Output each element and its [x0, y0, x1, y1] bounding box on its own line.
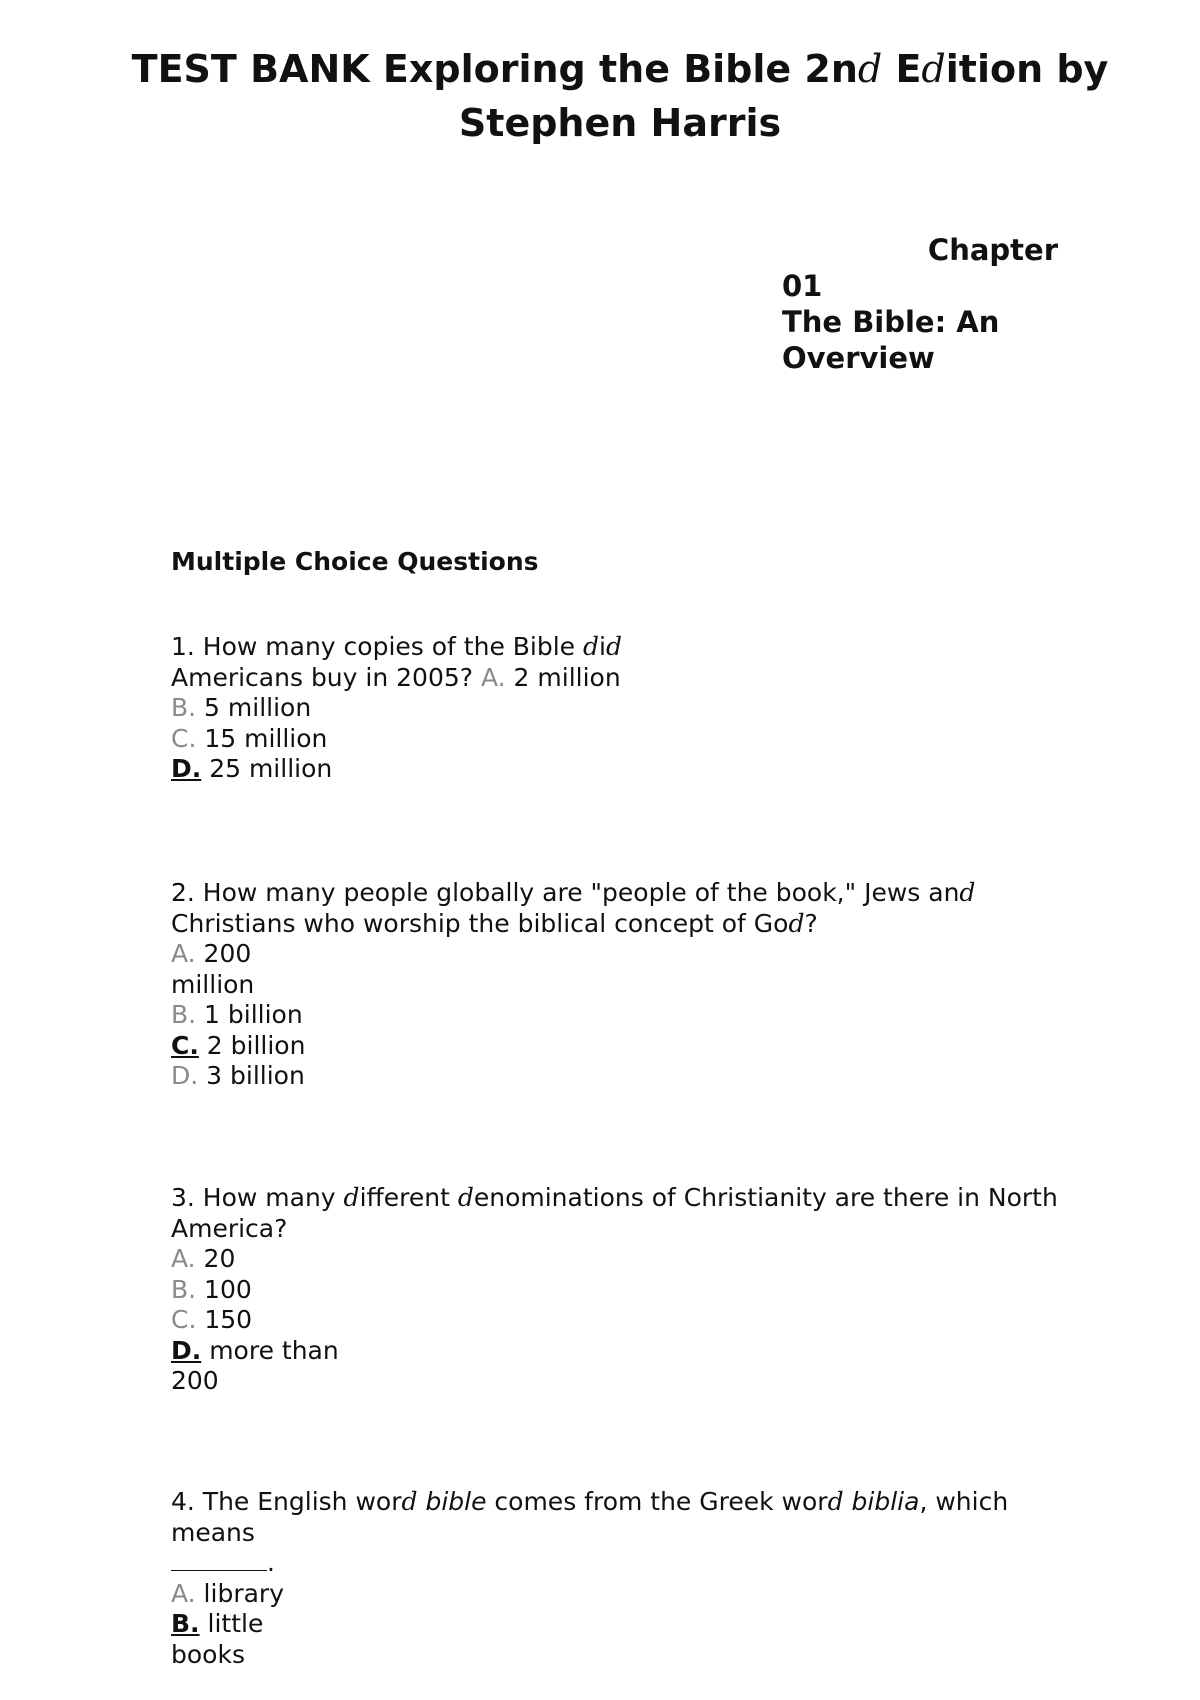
section-heading: Multiple Choice Questions — [171, 547, 539, 576]
stem-term: bible — [425, 1487, 487, 1516]
stem-text: 4. The English wor — [171, 1487, 402, 1516]
question-4 — [171, 1487, 1091, 1670]
option-letter: B. — [171, 1609, 200, 1638]
option-c — [171, 1305, 1071, 1336]
question-3 — [171, 1183, 1071, 1397]
option-letter: A. — [171, 939, 196, 968]
option-letter: A. — [171, 1578, 196, 1608]
answer-blank — [171, 1550, 267, 1571]
stem-glyph: d — [788, 908, 805, 938]
title-text: TEST BANK Exploring the Bible 2n — [131, 47, 858, 91]
stem-text: 3. How many — [171, 1183, 344, 1212]
option-letter: A. — [171, 1244, 196, 1273]
stem-glyph: d — [401, 1487, 418, 1516]
option-a — [171, 939, 257, 1000]
option-text: 150 — [196, 1305, 253, 1334]
option-text: 1 billion — [196, 1000, 303, 1029]
chapter-name: Overview — [782, 341, 935, 375]
stem-text: . — [267, 1548, 275, 1577]
option-letter: A. — [480, 662, 506, 692]
stem-glyph: d — [343, 1183, 360, 1212]
stem-text: ? — [804, 908, 818, 938]
option-text: 100 — [196, 1274, 252, 1304]
option-text: 25 million — [201, 754, 333, 783]
option-text: 2 million — [505, 662, 621, 692]
question-stem — [171, 1487, 1091, 1548]
option-d — [171, 1061, 1071, 1092]
stem-text: ifferent — [359, 1183, 458, 1212]
option-a — [171, 1244, 1071, 1275]
option-text: 3 billion — [198, 1061, 305, 1090]
option-c-correct — [171, 1031, 1071, 1062]
option-text: 15 million — [196, 723, 328, 753]
stem-glyph: d — [583, 632, 600, 661]
option-letter: B. — [171, 693, 197, 722]
option-letter: D. — [171, 1335, 202, 1365]
option-b-correct — [171, 1609, 271, 1670]
stem-glyph: d — [959, 878, 976, 907]
question-2 — [171, 878, 1071, 1092]
option-letter: C. — [171, 1305, 197, 1334]
document-title — [100, 42, 1140, 150]
option-text: library — [195, 1578, 284, 1608]
stem-text: i — [599, 632, 606, 661]
option-a — [171, 1579, 1091, 1610]
option-letter: D. — [171, 754, 202, 783]
option-b — [171, 693, 731, 724]
option-text: little books — [171, 1609, 264, 1669]
stem-text: comes from the Greek wor — [486, 1487, 828, 1516]
stem-text: Christians who worship the biblical concept of Go — [171, 908, 789, 938]
question-stem — [171, 632, 731, 693]
option-text: 5 million — [196, 693, 312, 722]
option-letter: B. — [171, 1000, 197, 1029]
title-glyph: d — [921, 47, 946, 91]
stem-text: Americans buy in 2005? — [171, 662, 481, 692]
option-b — [171, 1275, 1071, 1306]
chapter-name: The Bible: An — [782, 305, 1000, 339]
chapter-heading — [782, 232, 1062, 376]
title-text: ition by — [945, 47, 1109, 91]
option-d-correct — [171, 1336, 341, 1397]
chapter-label: Chapter — [927, 233, 1058, 267]
option-text: 20 — [195, 1244, 236, 1273]
stem-glyph: d — [457, 1183, 474, 1212]
option-text: 200 million — [171, 939, 255, 999]
option-letter: D. — [171, 1061, 199, 1090]
title-text: E — [882, 47, 922, 91]
option-c — [171, 724, 731, 755]
answer-blank-line — [171, 1548, 1091, 1579]
option-b — [171, 1000, 1071, 1031]
title-author: Stephen Harris — [458, 101, 782, 145]
stem-text: , which means — [171, 1487, 1009, 1547]
option-text: 2 billion — [198, 1030, 306, 1060]
question-1 — [171, 632, 731, 785]
option-d-correct — [171, 754, 731, 785]
chapter-number: 01 — [782, 269, 823, 303]
question-stem — [171, 1183, 1071, 1244]
title-glyph: d — [857, 47, 883, 91]
stem-glyph: d — [605, 632, 622, 661]
option-letter: C. — [171, 1030, 199, 1060]
option-letter: C. — [171, 723, 197, 753]
stem-text: 1. How many copies of the Bible — [171, 632, 584, 661]
stem-term: biblia — [851, 1487, 920, 1516]
stem-text: 2. How many people globally are "people of the book," Jews an — [171, 878, 960, 907]
option-letter: B. — [171, 1274, 197, 1304]
stem-glyph: d — [827, 1487, 844, 1516]
option-text: more than 200 — [171, 1335, 339, 1395]
question-stem — [171, 878, 1071, 939]
stem-text: enominations of Christianity are there in North America? — [171, 1183, 1058, 1243]
